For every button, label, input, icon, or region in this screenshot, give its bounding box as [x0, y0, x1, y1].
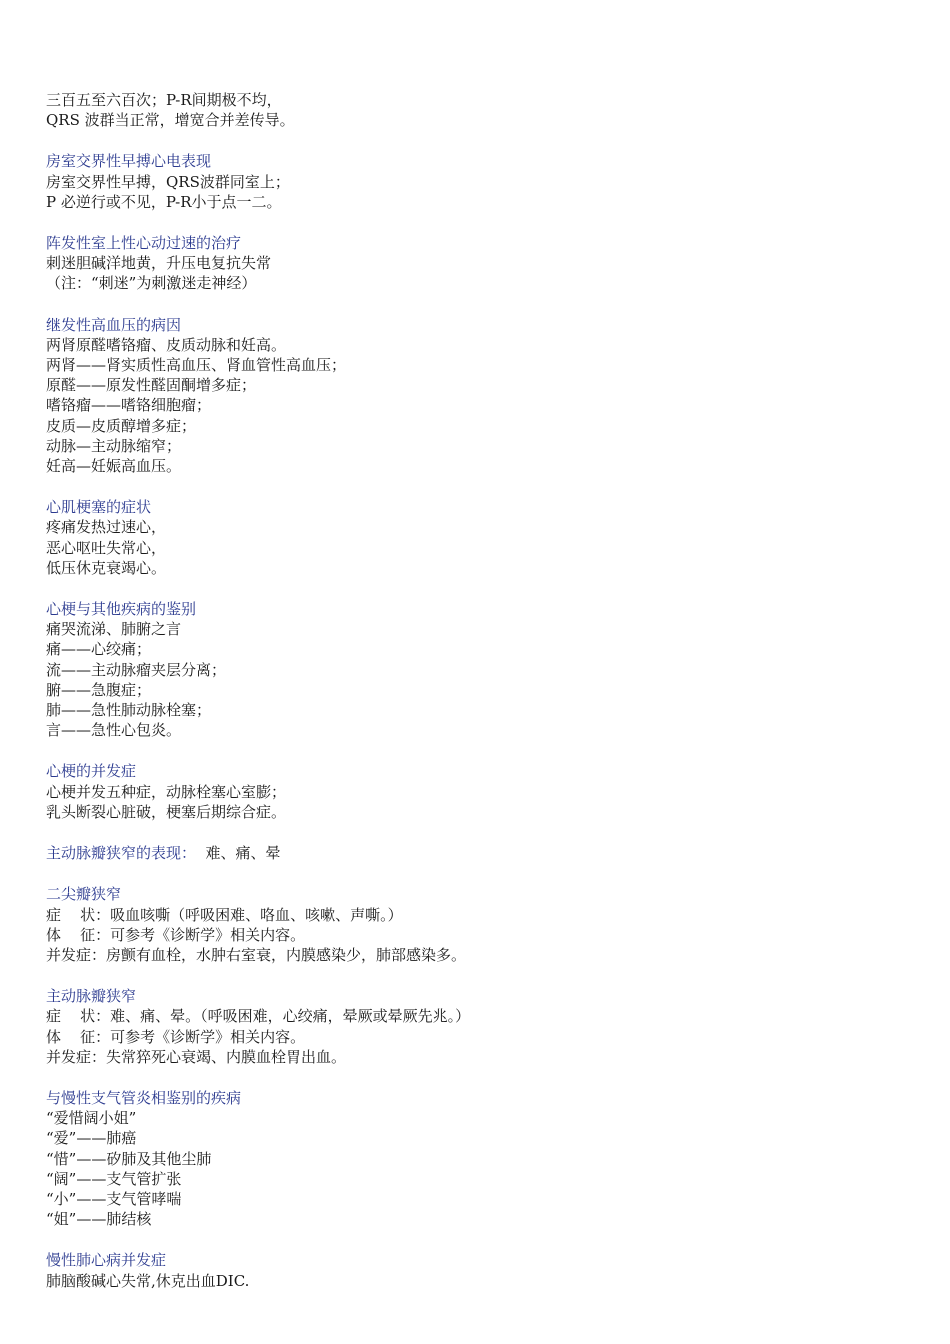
text-line: 痛哭流涕、肺腑之言 [46, 620, 182, 639]
text-line: “小”——支气管哮喘 [46, 1189, 182, 1208]
text-line: P 必逆行或不见，P-R小于点一二。 [46, 192, 282, 211]
text-line: 症 状：难、痛、晕。（呼吸困难，心绞痛，晕厥或晕厥先兆。） [46, 1007, 471, 1026]
text-line: 房室交界性早搏，QRS波群同室上； [46, 172, 290, 191]
section-heading: 与慢性支气管炎相鉴别的疾病 [46, 1088, 242, 1107]
section-heading: 继发性高血压的病因 [46, 315, 182, 334]
text-line: 并发症：失常猝死心衰竭、内膜血栓胃出血。 [46, 1047, 347, 1066]
text-line: 疼痛发热过速心， [46, 518, 167, 537]
text-line: 两肾原醛嗜铬瘤、皮质动脉和妊高。 [46, 335, 287, 354]
text-line: 恶心呕吐失常心， [46, 538, 167, 557]
text-line: 痛——心绞痛； [46, 640, 152, 659]
text-line: 动脉—主动脉缩窄； [46, 436, 182, 455]
section-mi-complications [46, 761, 906, 822]
text-line: 嗜铬瘤——嗜铬细胞瘤； [46, 396, 212, 415]
text-line: 流——主动脉瘤夹层分离； [46, 660, 227, 679]
text-line: 妊高—妊娠高血压。 [46, 457, 182, 476]
section-heading: 心肌梗塞的症状 [46, 498, 152, 517]
section-junctional-premature [46, 151, 906, 212]
text-line: 并发症：房颤有血栓，水肿右室衰，内膜感染少，肺部感染多。 [46, 945, 467, 964]
text-line: QRS 波群当正常，增宽合并差传导。 [46, 111, 295, 130]
text-line: “惜”——矽肺及其他尘肺 [46, 1149, 212, 1168]
document-page [46, 90, 906, 1312]
section-heading: 二尖瓣狭窄 [46, 885, 122, 904]
text-line: 体 征：可参考《诊断学》相关内容。 [46, 1027, 306, 1046]
section-heading: 慢性肺心病并发症 [46, 1251, 167, 1270]
section-mi-differential [46, 599, 906, 740]
text-line: “姐”——肺结核 [46, 1210, 152, 1229]
text-line: 三百五至六百次；P-R间期极不均， [46, 91, 282, 109]
text-line: “爱”——肺癌 [46, 1129, 137, 1148]
text-line: 腑——急腹症； [46, 680, 152, 699]
section-mitral-stenosis [46, 884, 906, 965]
section-aortic-stenosis [46, 986, 906, 1067]
text-line: 肺脑酸碱心失常,休克出血DIC. [46, 1271, 250, 1290]
section-heading: 主动脉瓣狭窄的表现： [46, 844, 197, 863]
section-heading: 房室交界性早搏心电表现 [46, 152, 212, 171]
section-heading: 心梗的并发症 [46, 762, 137, 781]
text-line: 心梗并发五种症，动脉栓塞心室膨； [46, 782, 287, 801]
text-line: “爱惜阔小姐” [46, 1109, 137, 1128]
text-line: “阔”——支气管扩张 [46, 1169, 182, 1188]
text-line: 体 征：可参考《诊断学》相关内容。 [46, 925, 306, 944]
text-line: 刺迷胆碱洋地黄，升压电复抗失常 [46, 254, 272, 273]
section-secondary-hypertension [46, 315, 906, 477]
section-heading: 阵发性室上性心动过速的治疗 [46, 234, 242, 253]
section-intro [46, 90, 906, 130]
text-line: 肺——急性肺动脉栓塞； [46, 701, 212, 720]
text-line: 皮质—皮质醇增多症； [46, 416, 197, 435]
section-cor-pulmonale-complications [46, 1250, 906, 1290]
text-line: 低压休克衰竭心。 [46, 558, 167, 577]
section-heading: 主动脉瓣狭窄 [46, 987, 137, 1006]
section-svt-treatment [46, 233, 906, 294]
text-line: （注：“刺迷”为刺激迷走神经） [46, 274, 257, 293]
text-line: 症 状：吸血咳嘶（呼吸困难、咯血、咳嗽、声嘶。） [46, 905, 403, 924]
text-line: 乳头断裂心脏破，梗塞后期综合症。 [46, 802, 287, 821]
text-line: 言——急性心包炎。 [46, 721, 182, 740]
section-mi-symptoms [46, 497, 906, 578]
section-aortic-stenosis-signs [46, 843, 906, 863]
section-heading: 心梗与其他疾病的鉴别 [46, 600, 197, 619]
section-bronchitis-differential [46, 1088, 906, 1229]
text-line: 两肾——肾实质性高血压、肾血管性高血压； [46, 356, 347, 375]
text-line: 原醛——原发性醛固酮增多症； [46, 376, 257, 395]
section-heading-inline [46, 843, 906, 863]
heading-suffix: 难、痛、晕 [196, 844, 281, 863]
